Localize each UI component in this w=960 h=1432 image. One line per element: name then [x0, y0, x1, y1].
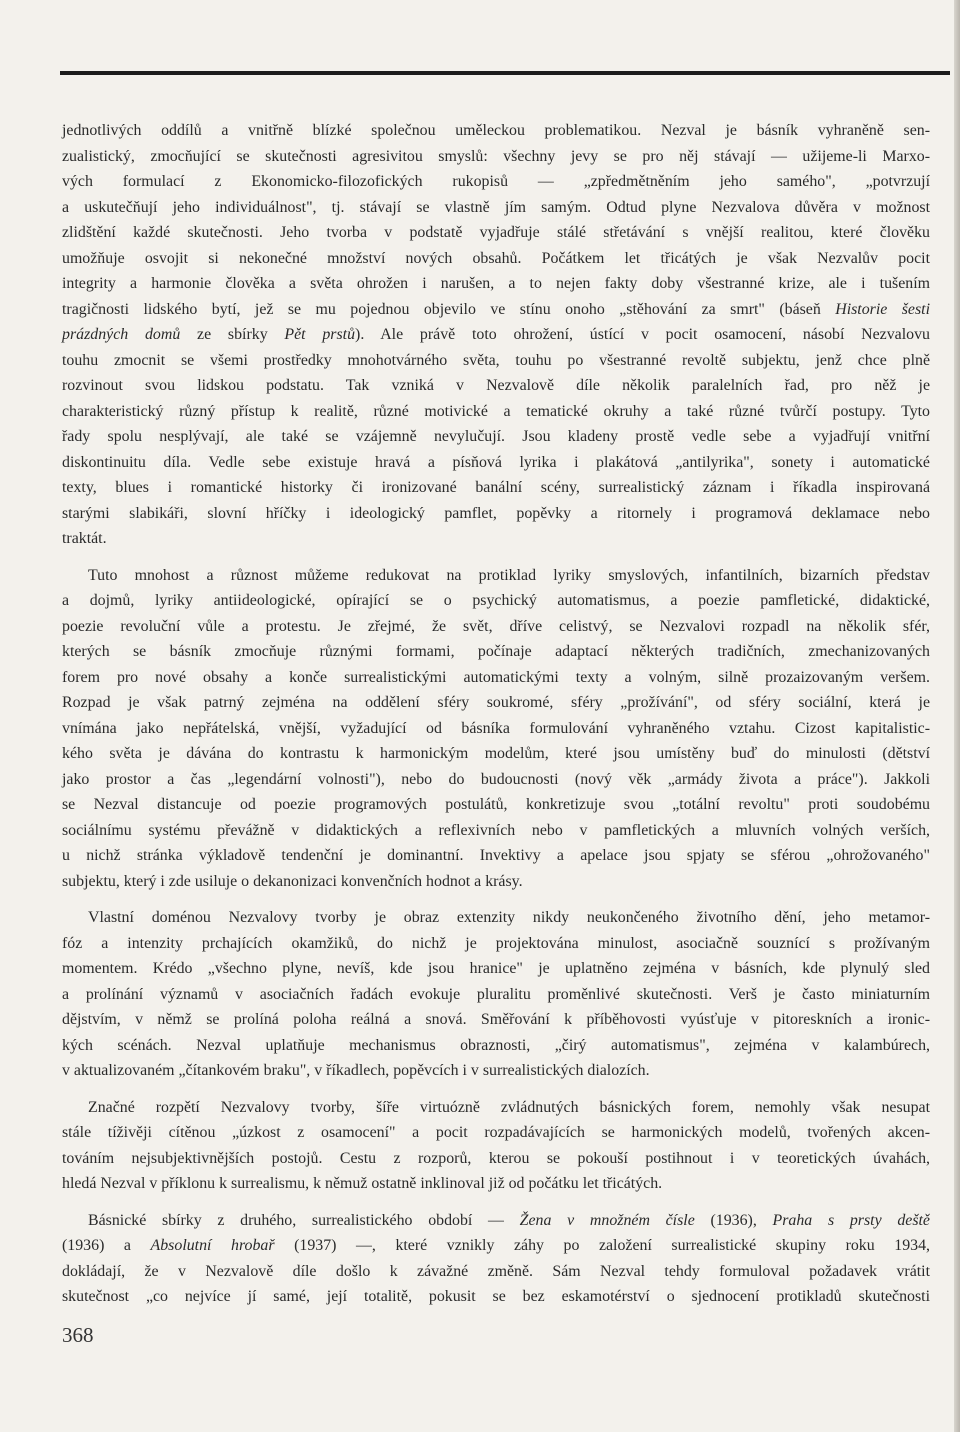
text-line — [62, 818, 930, 844]
text-line — [62, 169, 930, 195]
text-line — [62, 1233, 930, 1259]
text-segment: subjektu, který i zde usiluje o dekanonizaci konvenčních hodnot a krásy. — [62, 872, 523, 890]
text-line — [62, 475, 930, 501]
text-segment: Rozpad je však patrný zejména na oddělení sféry soukromé, sféry „prožívání", od sféry sociální, která je — [62, 694, 930, 711]
text-segment: skutečnost „co nejvíce jí samé, její totalitě, pokusit se bez eskamotérství o sjednocení protikladů skutečnosti — [62, 1288, 930, 1305]
text-segment: kých scénách. Nezval uplatňuje mechanismus obraznosti, „čirý automatismus", zejména v kalambúrech, — [62, 1036, 930, 1054]
text-segment: traktát. — [62, 530, 107, 547]
text-segment: ze sbírky — [180, 326, 285, 343]
text-segment: Tuto mnohost a různost můžeme redukovat na protiklad lyriky smyslových, infantilních, bizarních představ — [88, 566, 930, 584]
text-segment: a dojmů, lyriky antiideologické, opírající se o psychický automatismus, a poezie pamfletické, didaktické, — [62, 592, 930, 609]
text-segment: továním nejsubjektivnějších postojů. Cestu z rozporů, kterou se pokouší postihnout i v teoretických úvahách, — [62, 1149, 930, 1167]
text-segment: poezie revoluční vůle a protestu. Je zřejmé, že svět, dříve celistvý, se Nezvalovi rozpadl na několik sfér, — [62, 617, 930, 635]
text-line — [62, 1171, 930, 1197]
text-line — [62, 588, 930, 614]
text-segment: starými slabikáři, slovní hříčky i ideologický pamflet, popěvky a ritornely i programová deklamace nebo — [62, 504, 930, 522]
text-line — [62, 1033, 930, 1059]
text-line — [62, 501, 930, 527]
text-segment: kého světa je dávána do kontrastu k harmonickým modelům, které jsou umístěny buď do minulosti (dětství — [62, 745, 930, 762]
text-segment: zualistický, zmocňující se skutečnosti agresivitou smyslů: všechny jevy se pro něj stávají — užijeme-li Marxo- — [62, 147, 930, 165]
text-segment: dokládají, že v Nezvalově díle došlo k závažné změně. Sám Nezval tehdy formuloval požadavek vrátit — [62, 1262, 930, 1280]
paragraph-gap — [62, 552, 930, 563]
text-segment: hledá Nezval v příklonu k surrealismu, k němuž ostatně inklinoval již od počátku let třicátých. — [62, 1175, 663, 1192]
text-line — [62, 297, 930, 323]
text-segment: se Nezval distancuje od poezie programových postulátů, konkretizuje svou „totální revoltu" proti soudobému — [62, 796, 930, 813]
text-line — [62, 982, 930, 1008]
text-segment: diskontinuitu díla. Vedle sebe existuje hravá a písňová lyrika i plakátová „antilyrika", sonety i automatické — [62, 453, 930, 471]
text-segment: v aktualizovaném „čítankovém braku", v říkadlech, popěvcích i v surrealistických dialozích. — [62, 1062, 650, 1079]
text-segment: sociálnímu systému převážně v didaktických a reflexivních nebo v pamfletických a mluvních volných verších, — [62, 821, 930, 839]
text-segment: (1936) a — [62, 1237, 151, 1254]
text-line — [62, 741, 930, 767]
text-segment: momentem. Krédo „všechno plyne, nevíš, kde jsou hranice" je uplatněno zejména v básních, kde plynulý sled — [62, 960, 930, 977]
text-line — [62, 271, 930, 297]
text-line — [62, 1208, 930, 1234]
text-segment: stále tíživěji cítěnou „úzkost z osamocení" a pocit rozpadávajících se harmonických modelů, tvořených akcen- — [62, 1124, 930, 1141]
text-segment: Básnické sbírky z druhého, surrealistického období — — [88, 1211, 520, 1229]
text-segment: fóz a intenzity prchajících okamžiků, do nichž je projektována minulost, asociačně souznící s prožívaným — [62, 934, 930, 952]
text-line — [62, 639, 930, 665]
text-line — [62, 373, 930, 399]
text-segment: u nichž stránka výkladově tendenční je dominantní. Invektivy a apelace jsou spjaty se sférou „ohrožovaného" — [62, 847, 930, 864]
text-segment: řady spolu nesplývají, ale také se vzájemně nevylučují. Jsou kladeny prostě vedle sebe a vyjadřují vnitřní — [62, 428, 930, 445]
text-segment: ). Ale právě toto ohrožení, ústící v pocit osamocení, násobí Nezvalovu — [355, 326, 930, 343]
paragraph-gap — [62, 894, 930, 905]
page-number: 368 — [62, 1323, 94, 1347]
paragraph-gap — [62, 1084, 930, 1095]
text-segment: vnímána jako nepřátelská, vnější, vyžadující od básníka formulování vyhraněného vztahu. Cizost kapitalistic- — [62, 719, 930, 737]
text-segment: a prolínání významů v asociačních řadách evokuje pluralitu proměnlivé skutečnosti. Verš je často miniaturním — [62, 985, 930, 1003]
text-line — [62, 1007, 930, 1033]
text-line — [62, 220, 930, 246]
text-line — [62, 348, 930, 374]
text-segment: charakteristický různý přístup k realitě, různé motivické a tematické okruhy a také různé tvůrčí postupy. Tyto — [62, 402, 930, 420]
text-segment: zlidštění každé skutečnosti. Jeho tvorba v podstatě vyjadřuje stálé střetávání s vnější realitou, které člověku — [62, 224, 930, 241]
text-line — [62, 1284, 930, 1310]
text-line — [62, 1095, 930, 1121]
header-rule — [60, 71, 950, 75]
text-line — [62, 716, 930, 742]
text-line — [62, 931, 930, 957]
page-edge-shadow — [954, 0, 960, 1432]
text-segment: dějstvím, v němž se prolíná poloha reálná a snová. Směřování k příběhovosti vyúsťuje v pitoreskních a ironic- — [62, 1011, 930, 1028]
italic-title: Absolutní hrobař — [150, 1237, 275, 1254]
text-segment: umožňuje osvojit si nekonečné množství nových obsahů. Počátkem let třicátých je však Nezvalův pocit — [62, 249, 930, 267]
text-line — [62, 843, 930, 869]
text-line — [62, 956, 930, 982]
text-line — [62, 118, 930, 144]
text-segment: tragičnosti lidského bytí, jež se mu pojednou objevilo ve stínu onoho „stěhování za smrt" (báseň — [62, 300, 836, 318]
text-line — [62, 424, 930, 450]
body-text — [62, 118, 930, 1310]
text-segment: texty, blues i romantické historky či ironizované banální scény, surrealistický záznam i říkadla inspirovaná — [62, 479, 930, 496]
text-segment: a uskutečňují jeho individuálnost", tj. stávají se vlastně jím samým. Odtud plyne Nezvalova důvěra v možnost — [62, 198, 930, 216]
text-line — [62, 450, 930, 476]
text-line — [62, 869, 930, 895]
text-segment: (1936), — [694, 1211, 773, 1229]
text-line — [62, 195, 930, 221]
italic-title: Praha s prsty deště — [772, 1211, 930, 1229]
italic-title: prázdných domů — [62, 326, 181, 343]
text-segment: (1937) —, které vznikly záhy po založení surrealistické skupiny roku 1934, — [274, 1237, 930, 1254]
text-line — [62, 1259, 930, 1285]
text-line — [62, 1146, 930, 1172]
italic-title: Žena v množném čísle — [519, 1211, 695, 1229]
text-line — [62, 1058, 930, 1084]
text-segment: integrity a harmonie člověka a světa ohrožen i narušen, a to nejen fakty doby všestranné krize, ale i tušením — [62, 275, 930, 292]
text-segment: Vlastní doménou Nezvalovy tvorby je obraz extenzity nikdy neukončeného životního dění, jeho metamor- — [88, 909, 930, 926]
text-line — [62, 246, 930, 272]
text-segment: kterých se básník zmocňuje různými formami, počínaje adaptací některých tradičních, zmechanizovaných — [62, 643, 930, 660]
text-line — [62, 905, 930, 931]
paragraph-gap — [62, 1197, 930, 1208]
text-segment: touhu zmocnit se všemi prostředky mnohotvárného světa, touhu po všestranné revoltě subjektu, jenž chce plně — [62, 351, 930, 369]
text-segment: jednotlivých oddílů a vnitřně blízké společnou uměleckou problematikou. Nezval je básník vyhraněně sen- — [62, 122, 930, 139]
text-segment: rozvinout svou lidskou podstatu. Tak vzniká v Nezvalově díle několik paralelních řad, pro něž je — [62, 377, 930, 394]
text-line — [62, 563, 930, 589]
text-line — [62, 614, 930, 640]
italic-title: Pět prstů — [284, 326, 356, 343]
text-line — [62, 144, 930, 170]
text-line — [62, 322, 930, 348]
italic-title: Historie šesti — [835, 300, 931, 318]
text-line — [62, 767, 930, 793]
text-line — [62, 792, 930, 818]
text-line — [62, 690, 930, 716]
text-segment: forem pro nové obsahy a konče surrealistickými automatickými texty a volným, silně prozaizovaným veršem. — [62, 668, 930, 686]
text-line — [62, 526, 930, 552]
text-line — [62, 665, 930, 691]
text-line — [62, 1120, 930, 1146]
text-segment: Značné rozpětí Nezvalovy tvorby, šíře virtuózně zvládnutých básnických forem, nemohly však nesupat — [88, 1098, 930, 1116]
text-segment: jako prostor a čas „legendární volnosti"), nebo do budoucnosti (nový věk „armády života a práce"). Jakkoli — [62, 770, 930, 788]
text-segment: vých formulací z Ekonomicko-filozofických rukopisů — „zpředmětněním jeho samého", „potvrzují — [62, 173, 930, 190]
text-line — [62, 399, 930, 425]
